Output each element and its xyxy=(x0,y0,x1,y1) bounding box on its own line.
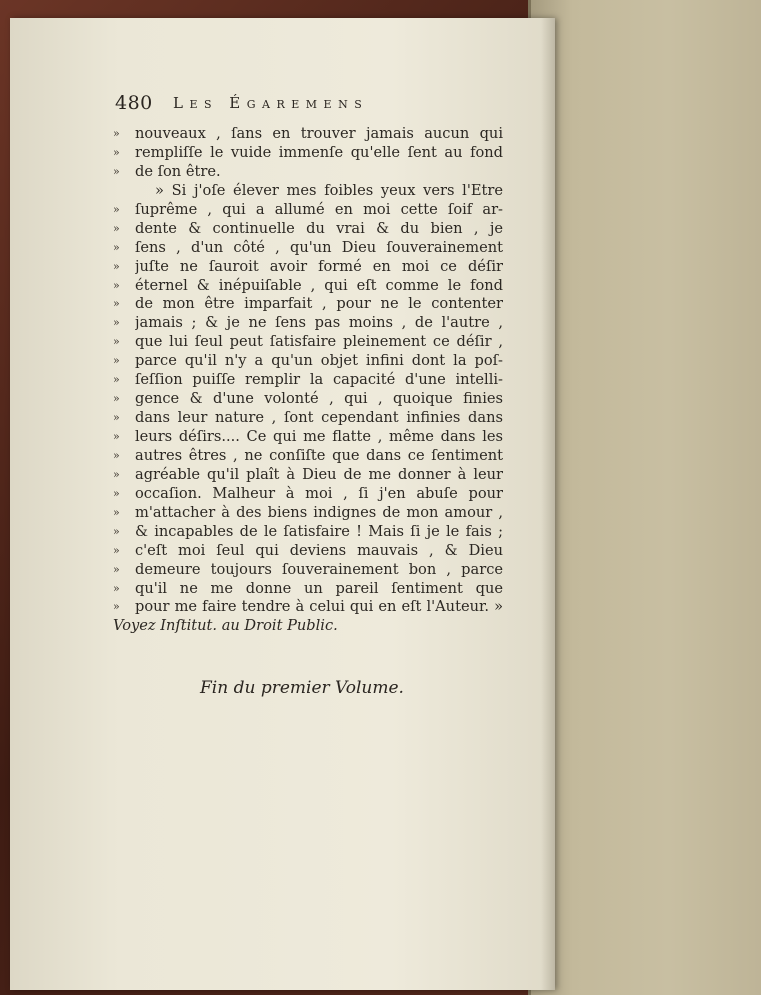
source-reference xyxy=(113,617,505,636)
text-line xyxy=(113,580,505,599)
line-text: dans leur nature , ſont cependant infinies dans xyxy=(135,409,503,427)
line-text: nouveaux , ſans en trouver jamais aucun qui xyxy=(135,125,503,142)
text-line xyxy=(113,466,505,485)
text-line xyxy=(113,352,505,371)
quote-mark: » xyxy=(113,505,120,519)
text-line xyxy=(113,504,505,523)
text-line xyxy=(113,447,505,466)
quote-mark: » xyxy=(113,411,120,425)
source-text: Voyez Inſtitut. au Droit Public. xyxy=(113,617,338,635)
text-line xyxy=(113,542,505,561)
quote-mark: » xyxy=(113,164,120,178)
quote-mark: » xyxy=(113,448,120,462)
quote-mark: » xyxy=(113,524,120,538)
line-text: que lui ſeul peut ſatisfaire pleinement ce déſir , xyxy=(135,333,503,351)
quote-mark: » xyxy=(113,354,120,368)
line-text: parce qu'il n'y a qu'un objet infini dont la poſ- xyxy=(135,352,503,370)
line-text: c'eſt moi ſeul qui deviens mauvais , & Dieu xyxy=(135,541,503,559)
text-line xyxy=(113,239,505,258)
page-number: 480 xyxy=(115,92,153,114)
line-text: demeure toujours ſouverainement bon , parce xyxy=(135,560,503,578)
line-text: de ſon être. xyxy=(135,162,221,180)
quote-mark: » xyxy=(113,430,120,443)
quote-mark: » xyxy=(113,145,120,159)
end-of-volume-note: Fin du premier Volume. xyxy=(200,678,404,698)
line-text: & incapables de le ſatisfaire ! Mais ſi je le fais ; xyxy=(135,522,503,540)
line-text: dente & continuelle du vrai & du bien , je xyxy=(135,219,503,237)
line-text: occaſion. Malheur à moi , ſi j'en abuſe pour xyxy=(135,484,503,502)
text-line xyxy=(113,182,505,201)
text-line xyxy=(113,428,505,447)
line-text: agréable qu'il plaît à Dieu de me donner à leur xyxy=(135,465,503,483)
quote-mark: » xyxy=(113,467,120,481)
line-text: » Si j'oſe élever mes foibles yeux vers l'Etre xyxy=(155,181,503,199)
quote-mark: » xyxy=(113,240,120,254)
facing-blank-page xyxy=(528,0,761,995)
quote-mark: » xyxy=(113,127,120,140)
page-header xyxy=(115,92,445,118)
text-line xyxy=(113,144,505,163)
text-line xyxy=(113,125,505,144)
text-line xyxy=(113,163,505,182)
quote-mark: » xyxy=(113,202,120,216)
line-text: ſens , d'un côté , qu'un Dieu ſouverainement xyxy=(135,238,503,256)
quote-mark: » xyxy=(113,562,120,576)
text-line xyxy=(113,371,505,390)
line-text: leurs déſirs.... Ce qui me flatte , même dans les xyxy=(135,428,503,445)
text-line xyxy=(113,201,505,220)
line-text: éternel & inépuiſable , qui eſt comme le fond xyxy=(135,276,503,294)
line-text: ſuprême , qui a allumé en moi cette ſoif ar- xyxy=(135,200,503,218)
quote-mark: » xyxy=(113,297,120,311)
line-text: autres êtres , ne conſiſte que dans ce ſentiment xyxy=(135,446,503,464)
text-line xyxy=(113,333,505,352)
text-line xyxy=(113,409,505,428)
line-text: jamais ; & je ne ſens pas moins , de l'autre , xyxy=(135,314,503,332)
text-line xyxy=(113,561,505,580)
text-line xyxy=(113,277,505,296)
text-line xyxy=(113,485,505,504)
running-head: Les Égaremens xyxy=(173,94,369,112)
line-text: de mon être imparfait , pour ne le contenter xyxy=(135,295,503,313)
quote-mark: » xyxy=(113,581,120,595)
line-text: gence & d'une volonté , qui , quoique finies xyxy=(135,390,503,408)
text-line xyxy=(113,220,505,239)
quote-mark: » xyxy=(113,486,120,500)
line-text: juſte ne ſauroit avoir formé en moi ce déſir xyxy=(135,257,503,275)
text-line xyxy=(113,390,505,409)
quote-mark: » xyxy=(113,259,120,273)
text-line xyxy=(113,314,505,333)
body-text xyxy=(113,125,505,636)
text-line xyxy=(113,295,505,314)
line-text: rempliſſe le vuide immenſe qu'elle ſent au fond xyxy=(135,143,503,161)
quote-mark: » xyxy=(113,221,120,235)
text-line xyxy=(113,523,505,542)
line-text: pour me faire tendre à celui qui en eſt l'Auteur. » xyxy=(135,598,503,616)
text-line xyxy=(113,598,505,617)
quote-mark: » xyxy=(113,543,120,557)
line-text: m'attacher à des biens indignes de mon amour , xyxy=(135,503,503,521)
quote-mark: » xyxy=(113,316,120,330)
quote-mark: » xyxy=(113,278,120,292)
quote-mark: » xyxy=(113,600,120,614)
text-line xyxy=(113,258,505,277)
line-text: qu'il ne me donne un pareil ſentiment que xyxy=(135,579,503,597)
quote-mark: » xyxy=(113,392,120,406)
quote-mark: » xyxy=(113,335,120,349)
quote-mark: » xyxy=(113,373,120,387)
line-text: ſeſſion puiſſe remplir la capacité d'une intelli- xyxy=(135,371,503,389)
